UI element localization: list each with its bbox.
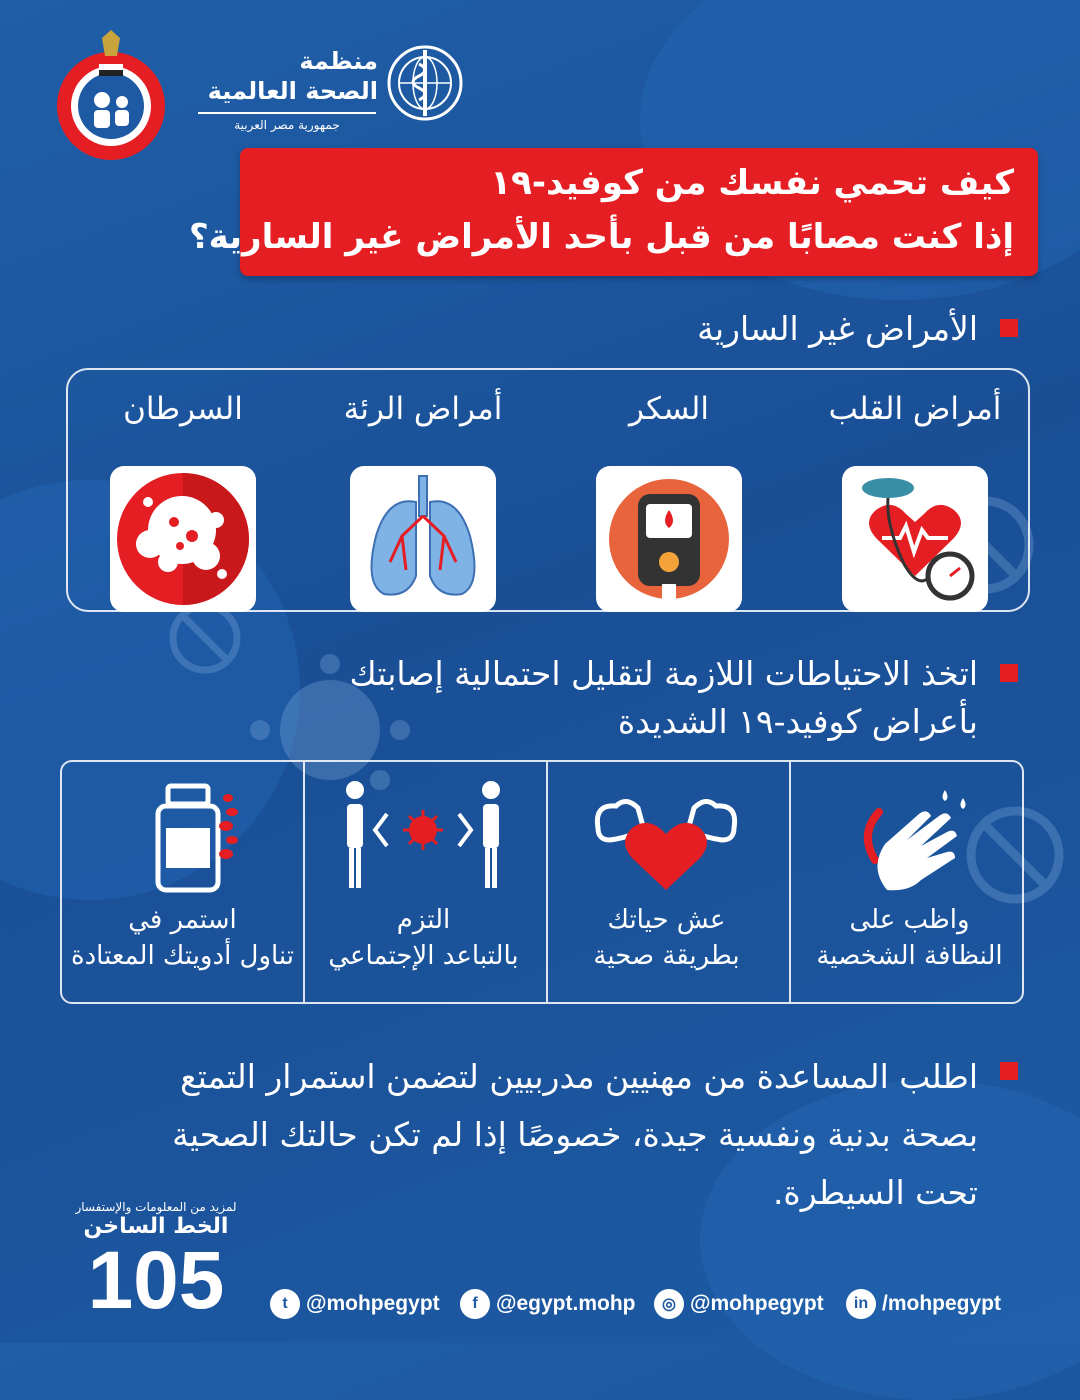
- tip-caption: [789, 902, 1030, 974]
- disease-label: السكر: [629, 391, 709, 427]
- tip-caption-line2: بطريقة صحية: [593, 941, 740, 971]
- cancer-cell-icon: [110, 466, 256, 612]
- tip-caption: [303, 902, 544, 974]
- help-text-line: اطلب المساعدة من مهنيين مدربيين لتضمن استمرار التمتع: [180, 1057, 978, 1096]
- disease-cancer: [68, 388, 298, 612]
- disease-lungs: [308, 388, 538, 612]
- social-instagram[interactable]: [654, 1287, 824, 1321]
- social-handle: @egypt.mohp: [496, 1292, 636, 1315]
- who-emblem-icon: [384, 42, 466, 124]
- who-logo-block: [198, 42, 468, 137]
- tip-caption-line1: عش حياتك: [607, 905, 726, 935]
- bullet-square-icon: [1000, 319, 1018, 337]
- lungs-icon: [350, 466, 496, 612]
- social-handle: /mohpegypt: [882, 1292, 1001, 1315]
- help-text-line: بصحة بدنية ونفسية جيدة، خصوصًا إذا لم تكن حالتك الصحية: [172, 1115, 978, 1154]
- title-line-1: كيف تحمي نفسك من كوفيد-١٩: [490, 163, 1014, 203]
- diseases-panel: [66, 368, 1030, 612]
- section-heading-text: بأعراض كوفيد-١٩ الشديدة: [617, 702, 978, 741]
- section-heading-precautions: [349, 650, 1018, 746]
- tip-caption-line1: استمر في: [128, 905, 237, 935]
- ministry-of-health-logo: [52, 28, 170, 163]
- who-subtitle: جمهورية مصر العربية: [234, 118, 340, 132]
- tips-panel: [60, 760, 1024, 1004]
- title-banner: [188, 148, 1038, 276]
- healthy-heart-icon: [586, 778, 746, 898]
- disease-label: أمراض الرئة: [343, 391, 503, 427]
- disease-label: السرطان: [123, 391, 243, 427]
- facebook-icon: f: [460, 1289, 490, 1319]
- tip-caption: [62, 902, 303, 974]
- heart-pressure-icon: [842, 466, 988, 612]
- tip-caption-line1: التزم: [396, 905, 451, 935]
- bullet-square-icon: [1000, 1062, 1018, 1080]
- section-help-text: [172, 1048, 1018, 1222]
- who-name-line2: الصحة العالمية: [207, 77, 378, 105]
- social-twitter[interactable]: [270, 1287, 440, 1321]
- linkedin-icon: in: [846, 1289, 876, 1319]
- help-text-line: تحت السيطرة.: [772, 1173, 978, 1212]
- section-heading-text: الأمراض غير السارية: [697, 309, 978, 348]
- twitter-icon: t: [270, 1289, 300, 1319]
- tip-healthy-life: [546, 762, 787, 1002]
- bullet-square-icon: [1000, 664, 1018, 682]
- hotline: [66, 1200, 246, 1326]
- social-linkedin[interactable]: [846, 1287, 1001, 1321]
- tip-caption-line2: النظافة الشخصية: [816, 941, 1003, 971]
- tip-caption: [546, 902, 787, 974]
- tip-caption-line1: واظب على: [849, 905, 970, 935]
- section-heading-ncd: [697, 305, 1018, 353]
- social-handle: @mohpegypt: [690, 1292, 824, 1315]
- disease-diabetes: [554, 388, 784, 612]
- social-facebook[interactable]: [460, 1287, 635, 1321]
- social-handle: @mohpegypt: [306, 1292, 440, 1315]
- divider: [198, 112, 376, 114]
- hotline-number[interactable]: 105: [87, 1235, 225, 1326]
- who-name: [198, 46, 378, 106]
- glucose-meter-icon: [596, 466, 742, 612]
- title-line-2: إذا كنت مصابًا من قبل بأحد الأمراض غير السارية؟: [188, 217, 1014, 257]
- tip-caption-line2: تناول أدويتك المعتادة: [70, 941, 295, 971]
- hand-washing-icon: [829, 778, 989, 898]
- hotline-label: الخط الساخن: [83, 1214, 229, 1239]
- instagram-icon: ◎: [654, 1289, 684, 1319]
- disease-heart: [800, 388, 1030, 612]
- tip-social-distance: [303, 762, 544, 1002]
- social-distance-icon: [343, 778, 503, 898]
- section-heading-text: اتخذ الاحتياطات اللازمة لتقليل احتمالية إصابتك: [349, 654, 978, 693]
- tip-caption-line2: بالتباعد الإجتماعي: [328, 941, 519, 971]
- medicine-bottle-icon: [102, 778, 262, 898]
- who-name-line1: منظمة: [299, 47, 378, 75]
- disease-label: أمراض القلب: [828, 391, 1002, 427]
- hotline-note: لمزيد من المعلومات والإستفسار: [75, 1200, 237, 1214]
- tip-medication: [62, 762, 303, 1002]
- tip-hygiene: [789, 762, 1030, 1002]
